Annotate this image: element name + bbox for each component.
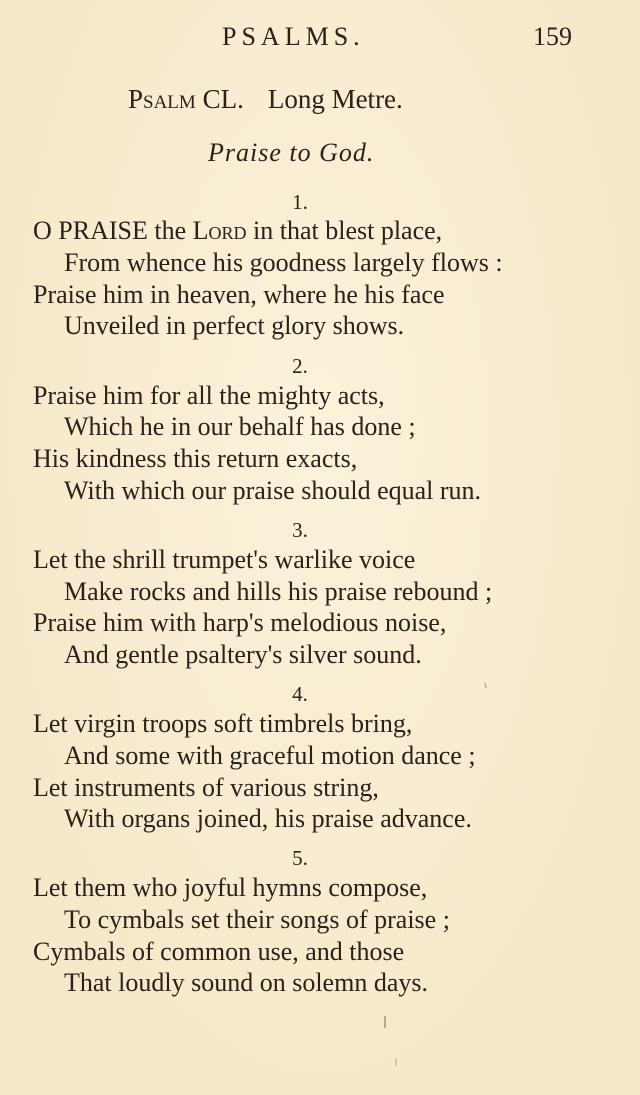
print-mark: [485, 683, 486, 688]
verse-line: Which he in our behalf has done ;: [64, 412, 416, 441]
verse-line: Let virgin troops soft timbrels bring,: [33, 709, 413, 738]
verse-line: Make rocks and hills his praise rebound ;: [64, 577, 493, 606]
verse-line: With which our praise should equal run.: [64, 476, 482, 505]
stanza-number: 4.: [292, 682, 308, 706]
psalm-subtitle: Praise to God.: [208, 138, 375, 167]
psalm-word: Psalm: [128, 84, 196, 114]
verse-line: And gentle psaltery's silver sound.: [64, 640, 422, 669]
verse-line: Let instruments of various string,: [33, 773, 379, 802]
verse-line: Let them who joyful hymns compose,: [33, 873, 428, 902]
psalm-number: CL.: [202, 84, 244, 114]
page-number: 159: [533, 22, 572, 51]
stanza-number: 5.: [292, 846, 308, 870]
running-title: PSALMS.: [222, 22, 365, 51]
verse-line: Praise him with harp's melodious noise,: [33, 608, 447, 637]
verse-line: With organs joined, his praise advance.: [64, 804, 472, 833]
verse-line: Praise him in heaven, where he his face: [33, 280, 445, 309]
stanza-number: 1.: [292, 190, 308, 214]
verse-line: That loudly sound on solemn days.: [64, 968, 428, 997]
verse-line: Let the shrill trumpet's warlike voice: [33, 545, 416, 574]
verse-line: And some with graceful motion dance ;: [64, 741, 476, 770]
verse-line: O PRAISE the Lord in that blest place,: [33, 216, 443, 245]
verse-line: His kindness this return exacts,: [33, 444, 358, 473]
verse-line: Unveiled in perfect glory shows.: [64, 311, 405, 340]
stanza-number: 2.: [292, 354, 308, 378]
verse-line: From whence his goodness largely flows :: [64, 248, 503, 277]
verse-line: Praise him for all the mighty acts,: [33, 381, 385, 410]
verse-line: Cymbals of common use, and those: [33, 937, 405, 966]
metre-label: Long Metre.: [267, 84, 403, 114]
verse-line: To cymbals set their songs of praise ;: [64, 905, 450, 934]
stanza-number: 3.: [292, 518, 308, 542]
